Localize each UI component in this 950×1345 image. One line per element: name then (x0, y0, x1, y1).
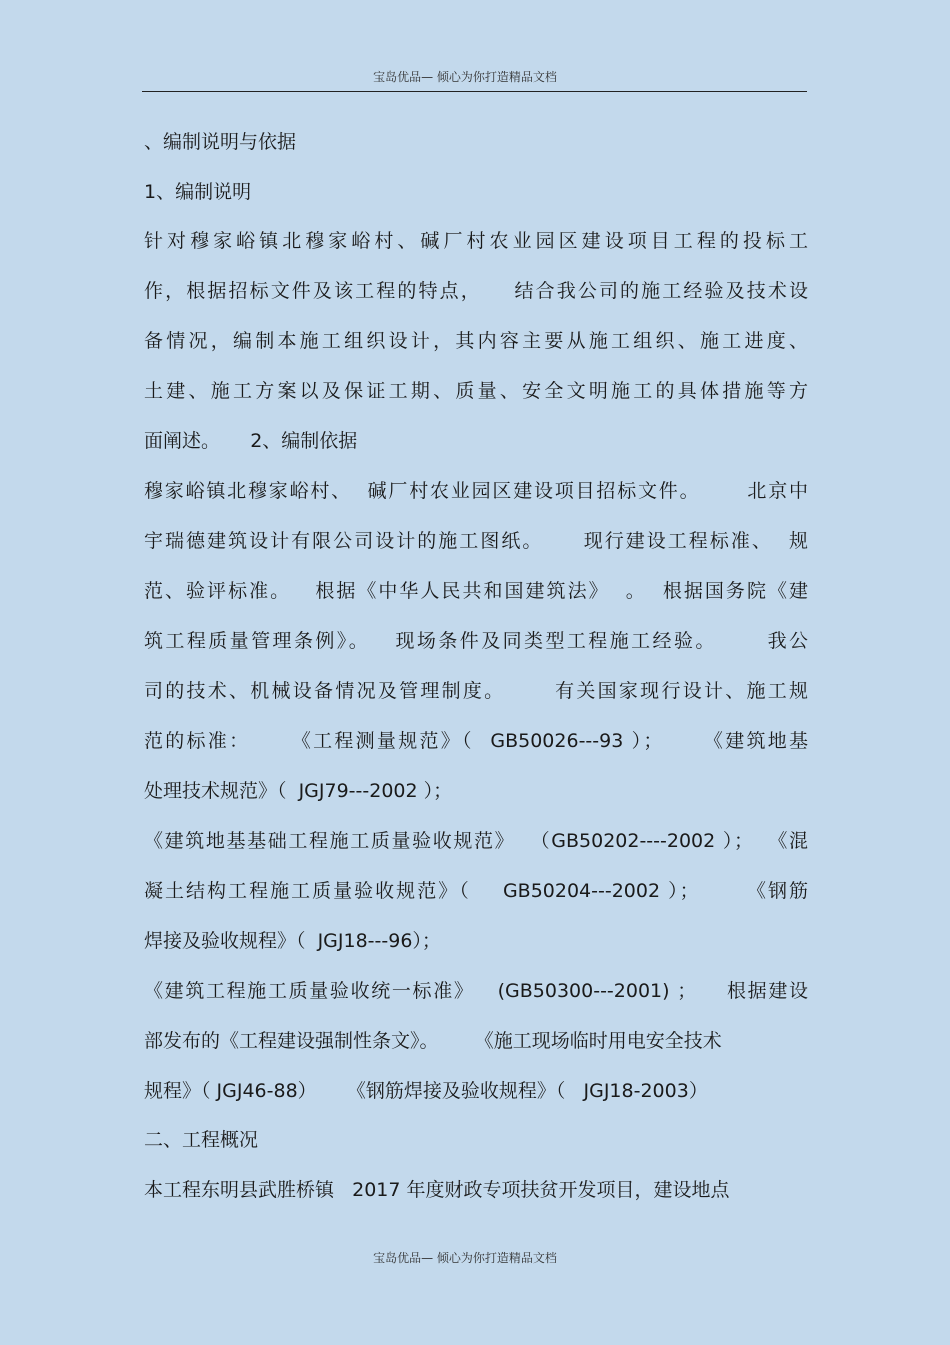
paragraph-line: 筑工程质量管理条例》。 现场条件及同类型工程施工经验。 我公 (144, 630, 808, 652)
paragraph-line: 面阐述。 2、编制依据 (144, 430, 358, 452)
paragraph-line: 《建筑工程施工质量验收统一标准》 (GB50300---2001) ； 根据建设 (144, 980, 808, 1002)
page-footer: 宝岛优品— 倾心为你打造精品文档 (373, 1251, 557, 1265)
paragraph-line: 焊接及验收规程》（ JGJ18---96）； (144, 930, 441, 952)
paragraph-line: 本工程东明县武胜桥镇 2017 年度财政专项扶贫开发项目，建设地点 (144, 1179, 730, 1201)
paragraph-line: 范的标准： 《工程测量规范》（ GB50026---93 ）； 《建筑地基 (144, 730, 808, 752)
paragraph-line: 备情况，编制本施工组织设计，其内容主要从施工组织、施工进度、 (144, 330, 808, 352)
paragraph-line: 部发布的《工程建设强制性条文》。 《施工现场临时用电安全技术 (144, 1030, 722, 1052)
subsection-heading: 1、编制说明 (144, 181, 252, 203)
paragraph-line: 穆家峪镇北穆家峪村、 碱厂村农业园区建设项目招标文件。 北京中 (144, 480, 808, 502)
paragraph-line: 宇瑞德建筑设计有限公司设计的施工图纸。 现行建设工程标准、 规 (144, 530, 808, 552)
paragraph-line: 凝土结构工程施工质量验收规范》（ GB50204---2002 ）； 《钢筋 (144, 880, 808, 902)
paragraph-line: 针对穆家峪镇北穆家峪村、碱厂村农业园区建设项目工程的投标工 (144, 230, 808, 252)
section-heading: 二、工程概况 (144, 1129, 259, 1151)
paragraph-line: 作，根据招标文件及该工程的特点， 结合我公司的施工经验及技术设 (144, 280, 808, 302)
paragraph-line: 处理技术规范》（ JGJ79---2002 ）； (144, 780, 453, 802)
header-divider (142, 91, 807, 92)
section-heading: 、编制说明与依据 (144, 131, 297, 153)
paragraph-line: 司的技术、机械设备情况及管理制度。 有关国家现行设计、施工规 (144, 680, 808, 702)
paragraph-line: 范、验评标准。 根据《中华人民共和国建筑法》 。 根据国务院《建 (144, 580, 808, 602)
page-header: 宝岛优品— 倾心为你打造精品文档 (373, 70, 557, 84)
paragraph-line: 土建、施工方案以及保证工期、质量、安全文明施工的具体措施等方 (144, 380, 808, 402)
paragraph-line: 规程》（ JGJ46-88） 《钢筋焊接及验收规程》（ JGJ18-2003） (144, 1080, 708, 1102)
paragraph-line: 《建筑地基基础工程施工质量验收规范》 （GB50202----2002 ）； 《混 (144, 830, 808, 852)
